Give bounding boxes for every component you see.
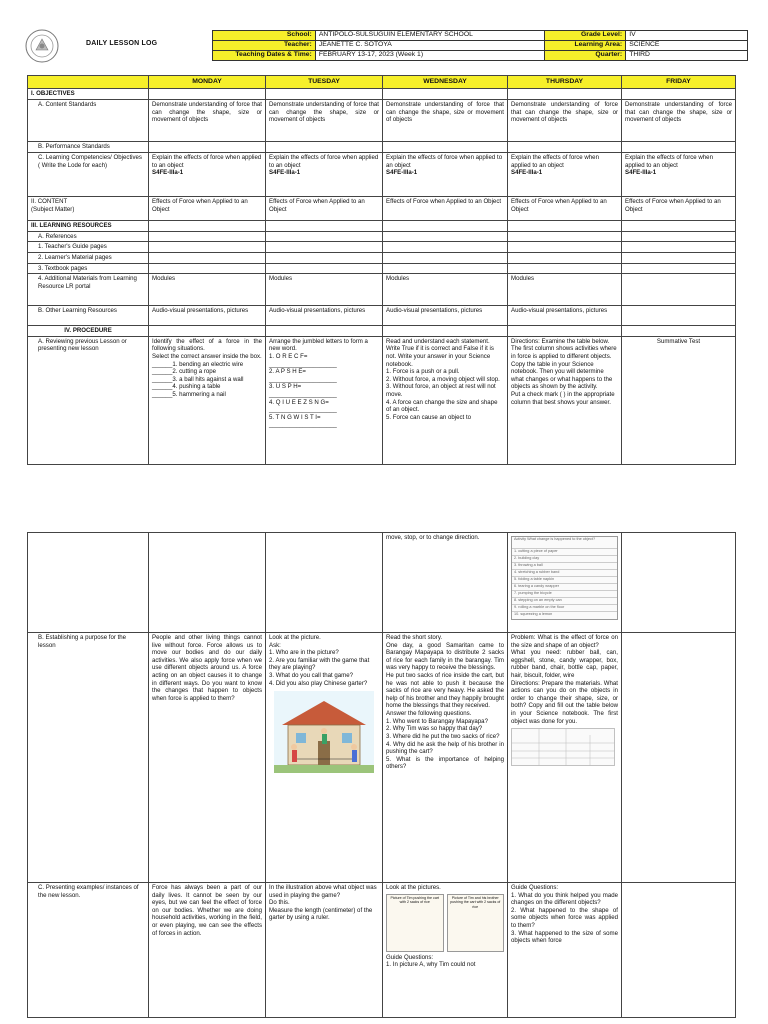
dates-value: FEBRUARY 13-17, 2023 (Week 1): [315, 51, 545, 61]
content-standards-thu: Demonstrate understanding of force that can change the shape, size or movement of objects: [508, 100, 622, 142]
grade-label: Grade Level:: [545, 31, 626, 41]
teacher-value: JEANETTE C. SOTOYA: [315, 41, 545, 51]
examples-wed-intro: Look at the pictures.: [386, 884, 441, 891]
references-label: A. References: [28, 231, 149, 242]
competency-text-fri: Explain the effects of force when applied to an object: [625, 154, 713, 169]
other-mon: Audio-visual presentations, pictures: [149, 306, 266, 326]
examples-mon: Force has always been a part of our daily lives. It cannot be seen by our eyes, but we can feel the effect of force on our bodies. Whether we are doing household activities, working in the field, or even playing, we can see the effects of forces in action.: [149, 883, 266, 1018]
day-wednesday: WEDNESDAY: [383, 76, 508, 89]
area-value: SCIENCE: [626, 41, 748, 51]
other-wed: Audio-visual presentations, pictures: [383, 306, 508, 326]
review-fri: Summative Test: [622, 336, 736, 464]
purpose-wed: Read the short story. One day, a good Samaritan came to Barangay Mapayapa to distribute 2 sacks of rice for each family in the barangay. Tim was very happy to receive the blessings. He put two sacks of rice inside the cart, but he was not able to push it because the sacks of rice are very heavy. He asked the help of his brother and they happily brought home the blessings that they received. Answer the following questions. 1. Who went to Barangay Mapayapa? 2. Why Tim was so happy that day? 3. Where did he put the two sacks of rice? 4. Why did he ask the help of his brother in pushing the cart? 5. What is the importance of helping others?: [383, 633, 508, 883]
grade-value: IV: [626, 31, 748, 41]
deped-seal-logo: [16, 28, 68, 64]
activity-table-thumbnail: [511, 536, 618, 620]
competency-code-fri: S4FE-IIIa-1: [625, 169, 657, 177]
dates-label: Teaching Dates & Time:: [213, 51, 316, 61]
textbook-pages-label: 3. Textbook pages: [28, 263, 149, 274]
objectives-heading: I. OBJECTIVES: [28, 89, 149, 100]
examples-label: C. Presenting examples/ instances of the new lesson.: [28, 883, 149, 1018]
content-standards-tue: Demonstrate understanding of force that can change the shape, size or movement of objects: [266, 100, 383, 142]
picture-b: Picture of Tim and his brother pushing the cart with 2 sacks of rice: [447, 894, 505, 952]
content-thu: Effects of Force when Applied to an Object: [508, 197, 622, 221]
chinese-garter-illustration: [274, 691, 374, 773]
examples-wed-questions: Guide Questions: 1. In picture A, why Tim could not: [386, 953, 476, 969]
competency-code-tue: S4FE-IIIa-1: [269, 169, 301, 177]
thumb-row: 10. squeezing a lemon: [514, 612, 553, 616]
purpose-thu: Problem: What is the effect of force on the size and shape of an object? What you need: rubber ball, can, eggshell, stone, candy wrapper, box, rubber band, chair, bottle cap, paper, hair, biscuit, folder, wire Directions: Prepare the materials. What actions can you do on the objects in order to change their shape, size, or both? Copy and fill out the table below in your Science notebook. The first object was done for you.: [511, 634, 618, 725]
competency-text-tue: Explain the effects of force when applied to an object: [269, 154, 379, 169]
content-standards-wed: Demonstrate understanding of force that can change the shape, size or movement of objects: [383, 100, 508, 142]
school-value: ANTIPOLO-SULSUGUIN ELEMENTARY SCHOOL: [315, 31, 545, 41]
competency-text-thu: Explain the effects of force when applied to an object: [511, 154, 599, 169]
object-change-table-thumbnail: [511, 728, 615, 766]
content-standards-fri: Demonstrate understanding of force that can change the shape, size or movement of objects: [622, 100, 736, 142]
content-label: II. CONTENT (Subject Matter): [28, 197, 149, 221]
other-resources-label: B. Other Learning Resources: [28, 306, 149, 326]
competency-code-mon: S4FE-IIIa-1: [152, 169, 184, 177]
learner-pages-label: 2. Learner's Material pages: [28, 252, 149, 263]
procedure-heading: IV. PROCEDURE: [28, 326, 149, 337]
thumb-row: 3. throwing a ball: [512, 563, 617, 570]
picture-a: Picture of Tim pushing the cart with 2 sacks of rice: [386, 894, 444, 952]
lesson-grid-page-1: [27, 75, 736, 465]
area-label: Learning Area:: [545, 41, 626, 51]
competency-code-wed: S4FE-IIIa-1: [386, 169, 418, 177]
additional-mon: Modules: [149, 274, 266, 306]
school-label: School:: [213, 31, 316, 41]
competencies-label: C. Learning Competencies/ Objectives ( Write the Lode for each): [28, 153, 149, 197]
purpose-tue: Look at the picture. Ask: 1. Who are in the picture? 2. Are you familiar with the game that they are playing? 3. What do you call that game? 4. Did you also play Chinese garter?: [269, 634, 370, 687]
review-wed: Read and understand each statement. Write True if it is correct and False if it is not. Write your answer in your Science notebook. 1. Force is a push or a pull. 2. Without force, a moving object will stop. 3. Without force, an object at rest will not move. 4. A force can change the size and shape of an object. 5. Force can cause an object to: [383, 336, 508, 464]
purpose-mon: People and other living things cannot live without force. Force allows us to move our bodies and do our daily activities. We also apply force when we use different objects around us. A force acting on an object causes it to change in different ways. Do you want to know the changes that happen to objects when force is applied to them?: [149, 633, 266, 883]
additional-tue: Modules: [266, 274, 383, 306]
examples-thu: Guide Questions: 1. What do you think helped you made changes on the different objects? 2. What happened to the shape of some objects when force was applied to them? 3. What happened to the size of some objects when force: [508, 883, 622, 1018]
day-header-row: [28, 76, 736, 89]
thumb-row: 2. building clay: [512, 556, 617, 563]
other-tue: Audio-visual presentations, pictures: [266, 306, 383, 326]
performance-standards-label: B. Performance Standards: [28, 142, 149, 153]
competency-text-mon: Explain the effects of force when applied to an object: [152, 154, 262, 169]
day-tuesday: TUESDAY: [266, 76, 383, 89]
competency-text-wed: Explain the effects of force when applied to an object: [386, 154, 503, 169]
thumb-row: 1. cutting a piece of paper: [512, 549, 617, 556]
content-wed: Effects of Force when Applied to an Object: [383, 197, 508, 221]
day-header-blank: [28, 76, 149, 89]
teacher-label: Teacher:: [213, 41, 316, 51]
review-cont-wed: move, stop, or to change direction.: [383, 533, 508, 633]
additional-materials-label: 4. Additional Materials from Learning Resource LR portal: [28, 274, 149, 306]
resources-heading: III. LEARNING RESOURCES: [28, 221, 149, 232]
document-title: DAILY LESSON LOG: [86, 40, 158, 47]
review-thu: Directions: Examine the table below. The first column shows activities where in force is applied to different objects. Copy the table in your Science notebook. Then you will determine what changes or what happens to the objects as shown by the activity. Put a check mark ( ) in the appropriate column that best shows your answer.: [508, 336, 622, 464]
purpose-label: B. Establishing a purpose for the lesson: [28, 633, 149, 883]
day-monday: MONDAY: [149, 76, 266, 89]
thumb-row: 5. folding a table napkin: [512, 577, 617, 584]
content-mon: Effects of Force when Applied to an Object: [149, 197, 266, 221]
review-mon: Identify the effect of a force in the following situations. Select the correct answer inside the box. ______1. bending an electric wire ______2. cutting a rope ______3. a ball hits against a wall ______4. pushing a table ______5. hammering a nail: [149, 336, 266, 464]
review-label: A. Reviewing previous Lesson or presenting new lesson: [28, 336, 149, 464]
lesson-grid-page-2: [27, 532, 736, 1018]
additional-wed: Modules: [383, 274, 508, 306]
day-friday: FRIDAY: [622, 76, 736, 89]
thumb-header: Activity What change is happened to the object?: [512, 537, 617, 549]
quarter-label: Quarter:: [545, 51, 626, 61]
thumb-row: 4. stretching a rubber band: [512, 570, 617, 577]
thumb-row: 6. tearing a candy wrapper: [512, 584, 617, 591]
thumb-row: 7. pumping the bicycle: [512, 591, 617, 598]
thumb-row: 8. stepping on an empty can: [512, 598, 617, 605]
other-thu: Audio-visual presentations, pictures: [508, 306, 622, 326]
content-standards-label: A. Content Standards: [28, 100, 149, 142]
quarter-value: THIRD: [626, 51, 748, 61]
competency-code-thu: S4FE-IIIa-1: [511, 169, 543, 177]
examples-tue: In the illustration above what object was used in playing the game? Do this. Measure the length (centimeter) of the garter by using a ruler.: [266, 883, 383, 1018]
review-tue: Arrange the jumbled letters to form a new word. 1. O R E C F= ____________________ 2. A P S H E= ____________________ 3. U S P H= ____________________ 4. Q I U E E Z S N G= ____________________ 5. T N G W I S T I= ____________________: [266, 336, 383, 464]
guide-pages-label: 1. Teacher's Guide pages: [28, 242, 149, 253]
content-tue: Effects of Force when Applied to an Object: [266, 197, 383, 221]
additional-thu: Modules: [508, 274, 622, 306]
thumb-row: 9. rolling a marble on the floor: [512, 605, 617, 612]
header-info-table: [212, 30, 748, 61]
day-thursday: THURSDAY: [508, 76, 622, 89]
content-fri: Effects of Force when Applied to an Object: [622, 197, 736, 221]
cart-pictures: [386, 894, 504, 952]
content-standards-mon: Demonstrate understanding of force that can change the shape, size or movement of objects: [149, 100, 266, 142]
